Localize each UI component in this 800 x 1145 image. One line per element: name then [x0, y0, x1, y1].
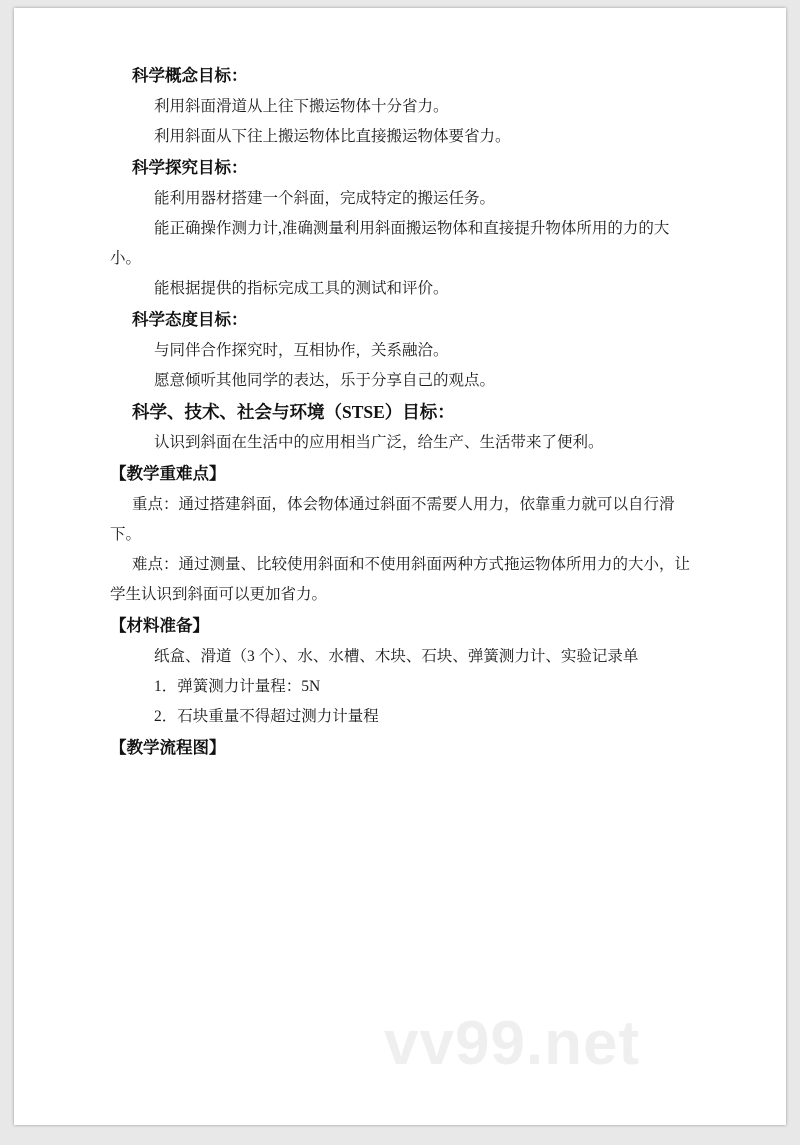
section-line: 与同伴合作探究时，互相协作，关系融洽。	[154, 342, 449, 359]
section-line: 愿意倾听其他同学的表达，乐于分享自己的观点。	[154, 372, 496, 389]
section-line: 能利用器材搭建一个斜面，完成特定的搬运任务。	[154, 190, 496, 207]
section-line: 利用斜面从下往上搬运物体比直接搬运物体要省力。	[154, 128, 511, 145]
watermark: vv99.net	[384, 1009, 641, 1078]
section-line: 利用斜面滑道从上往下搬运物体十分省力。	[154, 98, 449, 115]
block-heading-key-difficulties: 【教学重难点】	[110, 464, 226, 483]
section-line: 认识到斜面在生活中的应用相当广泛，给生产、生活带来了便利。	[154, 434, 604, 451]
document-content	[110, 60, 700, 764]
materials-intro: 纸盒、滑道（3 个）、水、水槽、木块、石块、弹簧测力计、实验记录单	[154, 648, 639, 665]
document-page	[14, 8, 786, 1125]
section-heading-attitude: 科学态度目标：	[132, 310, 248, 329]
section-heading-concept: 科学概念目标：	[132, 66, 248, 85]
block-heading-flowchart: 【教学流程图】	[110, 738, 226, 757]
block-paragraph: 难点：通过测量、比较使用斜面和不使用斜面两种方式拖运物体所用力的大小，让学生认识到斜面可以更加省力。	[110, 556, 691, 603]
block-heading-materials: 【材料准备】	[110, 616, 209, 635]
section-line: 能根据提供的指标完成工具的测试和评价。	[154, 280, 449, 297]
section-heading-stse: 科学、技术、社会与环境（STSE）目标：	[132, 402, 455, 422]
section-heading-inquiry: 科学探究目标：	[132, 158, 248, 177]
section-line: 能正确操作测力计,准确测量利用斜面搬运物体和直接提升物体所用的力的大小。	[110, 220, 670, 267]
block-paragraph: 重点：通过搭建斜面，体会物体通过斜面不需要人用力，依靠重力就可以自行滑下。	[110, 496, 675, 543]
materials-list-item: 2．石块重量不得超过测力计量程	[154, 708, 379, 725]
materials-list-item: 1．弹簧测力计量程：5N	[154, 678, 321, 695]
